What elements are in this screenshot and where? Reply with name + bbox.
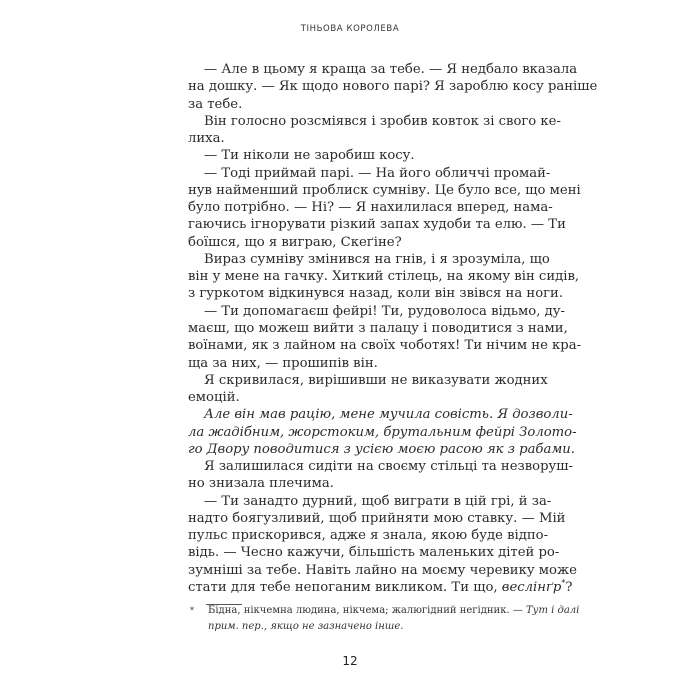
text-line: гаючись ігнорувати різкий запах худоби та елю. — Ти: [188, 217, 566, 233]
paragraph: [188, 458, 573, 493]
text-line: — Ти ніколи не заробиш косу.: [204, 148, 415, 164]
footnote-mark: *: [190, 606, 194, 615]
paragraph: [188, 303, 582, 372]
text-line: — Тоді приймай парі. — На його обличчі промай-: [204, 165, 551, 181]
footnote-italic-b: прим. пер., якщо не зазначено інше.: [208, 621, 404, 632]
paragraph: [188, 61, 598, 113]
running-header: ТІНЬОВА КОРОЛЕВА: [300, 24, 400, 34]
text-line: емоцій.: [188, 390, 240, 406]
footnote: [190, 603, 580, 635]
paragraph: [188, 113, 561, 148]
text-line: лиха.: [188, 131, 225, 147]
text-line: на дошку. — Як щодо нового парі? Я зароблю косу раніше: [188, 79, 598, 95]
text-line: Але він мав рацію, мене мучила совість. Я дозволи-: [204, 407, 573, 423]
paragraph: [188, 406, 577, 458]
text-line: з гуркотом відкинувся назад, коли він звівся на ноги.: [188, 286, 564, 302]
text-line: надто боягузливий, щоб прийняти мою ставку. — Мій: [188, 510, 566, 526]
text-line: Він голосно розсміявся і зробив ковток зі свого ке-: [204, 113, 561, 129]
text-line: маєш, що можеш вийти з палацу і поводитися з нами,: [188, 320, 568, 336]
text-line: — Ти занадто дурний, щоб виграти в цій грі, й за-: [204, 493, 552, 509]
paragraph: [188, 251, 580, 303]
text-line: — Але в цьому я краща за тебе. — Я недбало вказала: [204, 62, 578, 77]
text-line: но знизала плечима.: [188, 476, 334, 492]
text-line: пульс прискорився, адже я знала, якою буде відпо-: [188, 528, 549, 544]
text-line: зумніші за тебе. Навіть лайно на моєму черевику може: [188, 562, 577, 578]
text-line: го Двору поводитися з усією моєю расою як з рабами.: [188, 441, 575, 457]
text-line: ла жадібним, жорстоким, брутальним фейрі Золото-: [188, 424, 577, 440]
text-line: за тебе.: [188, 96, 243, 112]
last-line-italic-word: веслінґр: [501, 579, 562, 595]
footnote-italic-a: Тут і далі: [526, 605, 580, 616]
paragraph: [188, 147, 513, 164]
body-text: [188, 61, 598, 596]
text-line: було потрібно. — Ні? — Я нахилилася вперед, нама-: [188, 200, 553, 216]
text-line: боїшся, що я виграю, Скеґіне?: [188, 234, 402, 250]
last-line-text: стати для тебе непоганим викликом. Ти що,: [188, 579, 502, 595]
text-line: Я залишилася сидіти на своєму стільці та незворуш-: [204, 459, 573, 475]
footnote-line: [208, 603, 580, 619]
text-line: нув найменший проблиск сумніву. Це було все, що мені: [188, 182, 581, 198]
footnote-text: Бідна, нікчемна людина, нікчема; жалюгідний негідник. —: [208, 605, 526, 616]
paragraph: [188, 372, 548, 407]
paragraph: [188, 493, 577, 597]
text-line: — Ти допомагаєш фейрі! Ти, рудоволоса відьмо, ду-: [204, 303, 565, 319]
text-line: Я скривилася, вирішивши не виказувати жодних: [204, 372, 548, 388]
text-line: Вираз сумніву змінився на гнів, і я зрозуміла, що: [204, 251, 550, 267]
text-line-last: [188, 578, 573, 596]
last-line-note-mark: *: [561, 578, 566, 588]
text-line: відь. — Чесно кажучи, більшість маленьких дітей ро-: [188, 545, 560, 561]
last-line-end: ?: [565, 579, 573, 595]
paragraph: [188, 165, 581, 251]
page-number: 12: [342, 654, 358, 668]
text-line: він у мене на гачку. Хиткий стілець, на якому він сидів,: [188, 269, 580, 285]
text-line: ща за них, — прошипів він.: [188, 355, 378, 371]
text-line: воїнами, як з лайном на своїх чоботях! Ти нічим не кра-: [188, 338, 582, 354]
